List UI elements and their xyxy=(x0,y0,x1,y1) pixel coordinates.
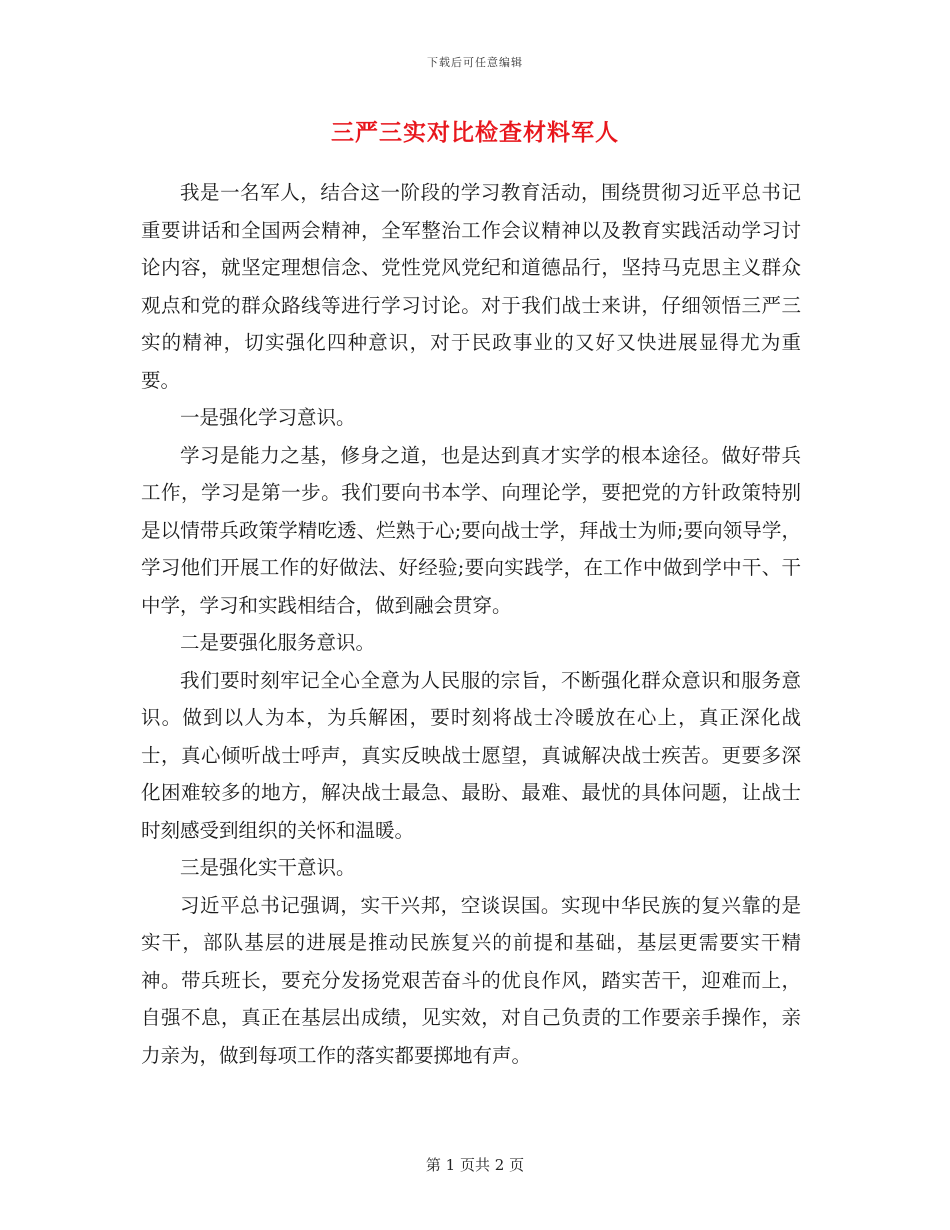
paragraph-study: 学习是能力之基，修身之道，也是达到真才实学的根本途径。做好带兵工作，学习是第一步。我们要向书本学、向理论学，要把党的方针政策特别是以情带兵政策学精吃透、烂熟于心;要向战士学，拜战士为师;要向领导学，学习他们开展工作的好做法、好经验;要向实践学，在工作中做到学中干、干中学，学习和实践相结合，做到融会贯穿。 xyxy=(141,443,801,617)
header-note: 下载后可任意编辑 xyxy=(427,56,523,69)
document-title: 三严三实对比检查材料军人 xyxy=(331,119,619,146)
heading-study-awareness: 一是强化学习意识。 xyxy=(180,406,356,429)
paragraph-intro: 我是一名军人，结合这一阶段的学习教育活动，围绕贯彻习近平总书记重要讲话和全国两会精神，全军整治工作会议精神以及教育实践活动学习讨论内容，就坚定理想信念、党性党风党纪和道德品行，坚持马克思主义群众观点和党的群众路线等进行学习讨论。对于我们战士来讲，仔细领悟三严三实的精神，切实强化四种意识，对于民政事业的又好又快进展显得尤为重要。 xyxy=(141,181,801,392)
paragraph-service: 我们要时刻牢记全心全意为人民服的宗旨，不断强化群众意识和服务意识。做到以人为本，为兵解困，要时刻将战士冷暖放在心上，真正深化战士，真心倾听战士呼声，真实反映战士愿望，真诚解决战士疾苦。更要多深化困难较多的地方，解决战士最急、最盼、最难、最忧的具体问题，让战士时刻感受到组织的关怀和温暖。 xyxy=(141,668,801,842)
heading-practical-awareness: 三是强化实干意识。 xyxy=(180,856,356,879)
document-body xyxy=(141,174,801,1074)
page-footer xyxy=(0,1154,950,1175)
paragraph-practical: 习近平总书记强调，实干兴邦，空谈误国。实现中华民族的复兴靠的是实干，部队基层的进展是推动民族复兴的前提和基础，基层更需要实干精神。带兵班长，要充分发扬党艰苦奋斗的优良作风，踏实苦干，迎难而上，自强不息，真正在基层出成绩，见实效，对自己负责的工作要亲手操作，亲力亲为，做到每项工作的落实都要掷地有声。 xyxy=(141,893,801,1067)
heading-service-awareness: 二是要强化服务意识。 xyxy=(180,631,376,654)
page-number: 第 1 页共 2 页 xyxy=(425,1156,525,1174)
